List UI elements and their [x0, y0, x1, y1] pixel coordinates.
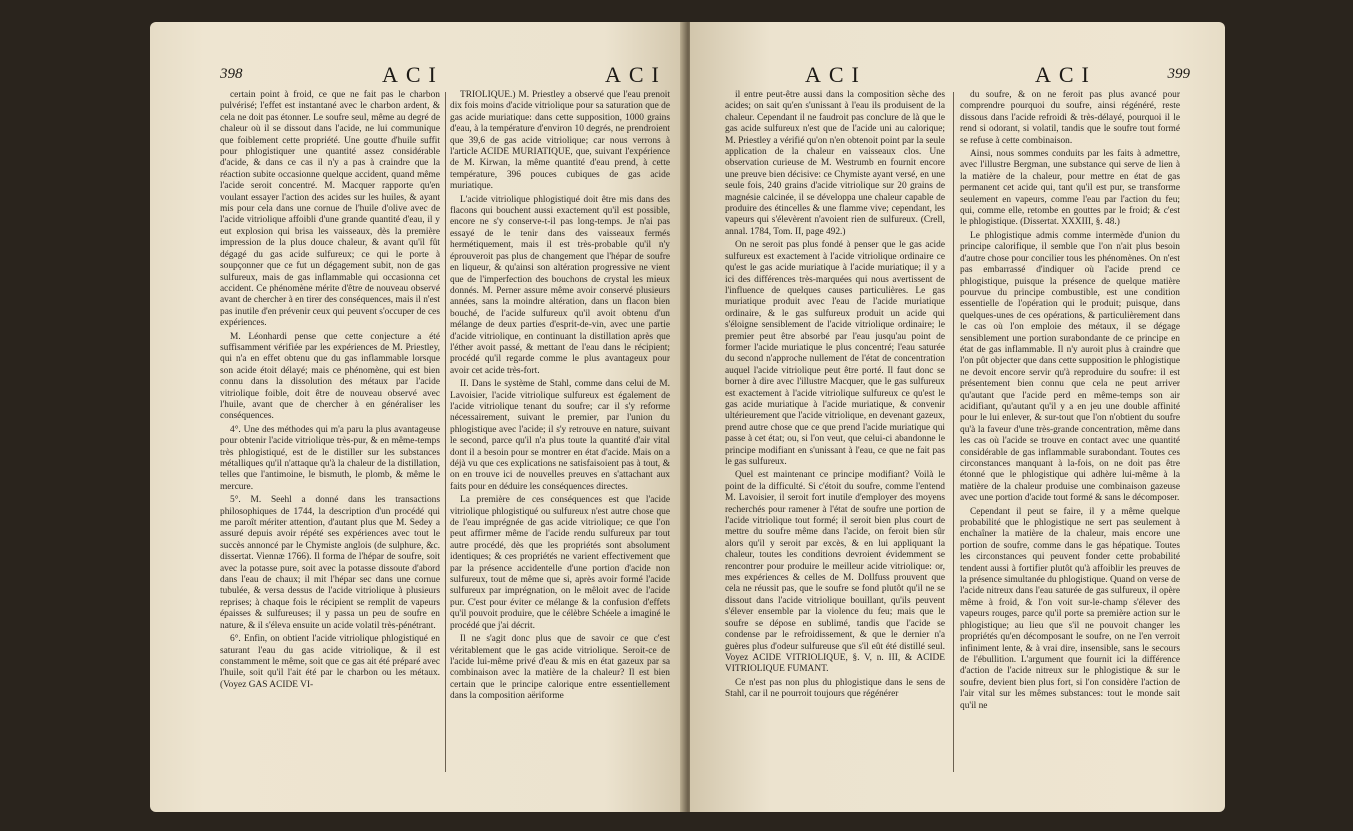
paragraph: L'acide vitriolique phlogistiqué doit être mis dans des flacons qui bouchent aussi exactement qu'il est possible, encore ne s'y conserve-t-il pas long-temps. Je n'ai pas essayé de le tenir dans des vaisseaux fermés hermétiquement, mais il est très-probable qu'il n'y éprouveroit pas plus de changement que l'hépar de soufre en liqueur, & qu'ainsi son altération progressive ne vient que de l'imperfection des bouchons de crystal les mieux donnés. M. Perner assure même avoir conservé plusieurs années, sans la moindre altération, dans un flacon bien bouché, de l'acide sulfureux qu'il avoit obtenu d'un mélange de deux parties d'esprit-de-vin, avec une partie d'acide vitriolique, en continuant la distillation après que l'éther avoit passé, & mettant de l'eau dans le récipient; procédé qu'il regarde comme le plus avantageux pour avoir cet acide très-fort.	[450, 194, 670, 376]
text-column-right-2	[960, 90, 1180, 780]
right-page	[690, 22, 1225, 812]
paragraph: Il ne s'agit donc plus que de savoir ce que c'est véritablement que le gas acide vitriolique. Seroit-ce de l'acide lui-même privé d'eau & mis en état gazeux par sa combinaison avec la matière de la chaleur? Il est bien certain que le principe calorique entre essentiellement dans la composition aëriforme	[450, 634, 670, 702]
running-head-right	[690, 62, 1225, 92]
column-rule	[953, 92, 954, 772]
headword-second: ACI	[1035, 62, 1097, 87]
paragraph: Cependant il peut se faire, il y a même quelque probabilité que le phlogistique ne sert pas seulement à enchaîner la matière de la chaleur, mais encore une portion de soufre, comme dans le gas hépatique. Toutes les circonstances qui peuvent fonder cette probabilité tendent aussi à fortifier plutôt qu'à affoiblir les preuves de la présence simultanée du phlogistique. Quand on verse de l'acide nitreux dans l'eau saturée de gas sulfureux, il opère même à froid, & l'on voit sur-le-champ s'élever des vapeurs rouges, parce qu'il porte sa première action sur le phlogistique; au lieu que s'il ne pouvoit changer les propriétés qu'en décomposant le soufre, on ne l'en verroit infiniment lente, & à vrai dire, insensible, sans le secours de l'ébullition. L'argument que fournit ici la différence d'action de l'acide nitreux sur le phlogistique & sur le soufre, devient bien plus fort, si l'on considère l'action de l'air vital sur les mêmes substances: tout le monde sait qu'il ne	[960, 506, 1180, 711]
paragraph: il entre peut-être aussi dans la composition sèche des acides; on sait qu'en s'unissant à l'eau ils produisent de la chaleur. Cependant il ne faudroit pas conclure de là que le gas acide sulfureux n'est que de l'acide uni au calorique; M. Priestley a vérifié qu'on n'en obtenoit point par la seule application de la chaleur en vaisseaux clos. Une observation curieuse de M. Westrumb en fournit encore une preuve bien décisive: ce Chymiste ayant versé, en une seule fois, 240 grains d'acide vitriolique sur 20 grains de magnésie calcinée, il se développa une chaleur capable de produire des étincelles & une flamme vive; cependant, les vapeurs qui s'élevèrent n'avoient rien de sulfureux. (Crell, annal. 1784, Tom. II, page 492.)	[725, 90, 945, 237]
paragraph: Ainsi, nous sommes conduits par les faits à admettre, avec l'illustre Bergman, une substance qui serve de lien à la matière de la chaleur, pour mettre en état de gas permanent cet acide qui, tant qu'il est pur, se transforme seulement en vapeurs, comme l'eau par l'action du feu; qui, comme elle, retombe en gouttes par le froid; & c'est le phlogistique. (Dissertat. XXXIII, §. 48.)	[960, 149, 1180, 228]
paragraph: Quel est maintenant ce principe modifiant? Voilà le point de la difficulté. Si c'étoit du soufre, comme l'entend M. Lavoisier, il seroit fort inutile d'employer des moyens recherchés pour ramener à l'état de soufre une portion de l'acide vitriolique tout formé; il seroit bien plus court de mettre du soufre même dans l'acide, on feroit bien sûr alors qu'il y seroit par excès, & en lui appliquant la chaleur, toutes les conditions devroient évidemment se rencontrer pour produire le meilleur acide vitriolique: or, mes expériences & celles de M. Dollfuss prouvent que cela ne réussit pas, que le soufre se fond plutôt qu'il ne se dissout dans l'acide vitriolique bouillant, qu'ils peuvent s'élever ensemble par la violence du feu; mais que le soufre se dépose en sublimé, tandis que l'acide se condense par le refroidissement, & que le dernier n'a guères plus d'odeur sulfureuse que s'il eût été distillé seul. Voyez ACIDE VITRIOLIQUE, §. V, n. III, & ACIDE VITRIOLIQUE FUMANT.	[725, 470, 945, 675]
paragraph: La première de ces conséquences est que l'acide vitriolique phlogistiqué ou sulfureux n'est autre chose que de l'eau imprégnée de gas acide vitriolique; ce que l'on peut affirmer même de l'acide rendu sulfureux par tout autre procédé, dès que les propriétés sont absolument identiques; & ces propriétés ne varient effectivement que par la présence accidentelle d'une portion d'acide non sulfureux, tout de même que si, après avoir formé l'acide sulfureux par imprégnation, on le mêloit avec de l'acide pur. C'est pour éviter ce mélange & la confusion d'effets qu'il pouvoit produire, que le célèbre Schéele a imaginé le procédé que j'ai décrit.	[450, 495, 670, 631]
headword-second: ACI	[605, 62, 667, 87]
paragraph: 5°. M. Seehl a donné dans les transactions philosophiques de 1744, la description d'un procédé qui me paroît mériter attention, d'autant plus que M. Sedey a assuré depuis avoir répété ses expériences avec tout le succès annoncé par le Chymiste anglois (de sulphure, &c. dissertat. Viennæ 1766). Il forma de l'hépar de soufre, soit avec la potasse pure, soit avec la potasse dissoute d'abord dans l'eau de chaux; il mit l'hépar sec dans une cornue tubulée, & versa dessus de l'acide vitriolique à plusieurs reprises; à chaque fois le récipient se remplit de vapeurs épaisses & sulfureuses; il y passa un peu de soufre en nature, & il s'éleva ensuite un acide volatil très-pénétrant.	[220, 495, 440, 631]
paragraph: On ne seroit pas plus fondé à penser que le gas acide sulfureux est exactement à l'acide vitriolique ordinaire ce qu'est le gas acide muriatique à l'acide muriatique; il y a ici des différences très-marquées qui nous avertissent de l'influence de quelques causes particulières. Le gas muriatique produit avec l'eau de l'acide muriatique ordinaire, & le gas sulfureux produit un acide qui s'éloigne sensiblement de l'acide vitriolique ordinaire; le premier peut être absorbé par l'eau jusqu'au point de former l'acide muriatique le plus concentré; l'eau saturée du second n'approche nullement de l'état de concentration auquel l'acide vitriolique peut être porté. Il faut donc se borner à dire avec l'illustre Macquer, que le gas sulfureux est exactement à l'acide vitriolique sulfureux ce qu'est le gas acide muriatique à l'acide muriatique, & convenir ultérieurement que l'acide vitriolique, en devenant gazeux, prend autre chose que ce que prend l'acide muriatique qui passe à cet état; ou, si l'on veut, que celui-ci abandonne le principe modifiant en s'unissant à l'eau, ce que ne fait pas le gas sulfureux.	[725, 240, 945, 467]
paragraph: du soufre, & on ne feroit pas plus avancé pour comprendre pourquoi du soufre, ainsi régénéré, reste dissous dans l'acide refroidi & très-délayé, pourquoi il le rend si odorant, si volatil, tandis que le soufre tout formé se refuse à cette combinaison.	[960, 90, 1180, 146]
paragraph: Ce n'est pas non plus du phlogistique dans le sens de Stahl, car il ne pourroit toujours que régénérer	[725, 677, 945, 700]
headword: ACI	[805, 62, 867, 87]
book-spread	[150, 22, 1225, 812]
column-rule	[445, 92, 446, 772]
paragraph: certain point à froid, ce que ne fait pas le charbon pulvérisé; l'effet est instantané avec le charbon ardent, & cela ne doit pas étonner. Le soufre seul, même au degré de chaleur où il se dissout dans l'acide, ne lui communique que foiblement cette propriété. Une goutte d'huile suffit pour phlogistiquer une quantité assez considérable d'acide, & dans ce cas il n'y a pas à craindre que la réaction subite occasionne quelque accident, quand même l'acide seroit concentré. M. Macquer rapporte qu'en voulant essayer l'action des acides sur les huiles, & ayant mis pour cela dans une cornue de l'huile d'olive avec de l'acide vitriolique affoibli d'une grande quantité d'eau, il y eut explosion qui brisa les vaisseaux, dès la première impression de la plus douce chaleur, & avant qu'il fût dégagé du gas acide sulfureux; ce qui le porte à soupçonner que ce fut un dégagement subit, non de gas sulfureux, mais de gas inflammable qui occasionna cet accident. Ce phénomène mérite d'être de nouveau observé avant de chercher à en tirer des conséquences, mais il n'est pas inutile d'en prévenir ceux qui peuvent s'occuper de ces expériences.	[220, 90, 440, 329]
page-number: 398	[220, 66, 243, 82]
paragraph: 6°. Enfin, on obtient l'acide vitriolique phlogistiqué en saturant l'eau du gas acide vitriolique, & il est constamment le même, soit que ce gas ait été préparé avec l'huile, soit qu'il l'ait été par le charbon ou les métaux. (Voyez GAS ACIDE VI-	[220, 634, 440, 690]
text-column-left-2	[450, 90, 670, 780]
paragraph: 4°. Une des méthodes qui m'a paru la plus avantageuse pour obtenir l'acide vitriolique très-pur, & en même-temps très phlogistiqué, est de le distiller sur les substances métalliques qu'il n'attaque qu'à la chaleur de la distillation, telles que l'antimoine, le bismuth, le plomb, & même le mercure.	[220, 424, 440, 492]
paragraph: TRIOLIQUE.) M. Priestley a observé que l'eau prenoit dix fois moins d'acide vitriolique pour sa saturation que de gas acide muriatique: dans cette supposition, 1000 grains d'eau, à la température d'environ 10 degrés, ne prendroient que 39,6 de gas acide vitriolique; car nous verrons à l'article ACIDE MURIATIQUE, que, suivant l'expérience de M. Kirwan, la même quantité d'eau prend, à cette température, 396 pouces cubiques de gas acide muriatique.	[450, 90, 670, 192]
paragraph: M. Léonhardi pense que cette conjecture a été suffisamment vérifiée par les expériences de M. Priestley, qui n'a en effet obtenu que du gas inflammable lorsque son acide étoit délayé; mais ce phénomène, qui est bien connu dans la dissolution des métaux par l'acide vitriolique foible, doit être de nouveau observé avec l'huile, avant que de chercher à en généraliser les conséquences.	[220, 331, 440, 422]
left-page	[150, 22, 685, 812]
paragraph: Le phlogistique admis comme intermède d'union du principe calorifique, il semble que l'on n'ait plus besoin d'autre chose pour concilier tous les phénomènes. On n'est pas embarrassé d'indiquer où l'acide prend ce phlogistique, puisque la présence de quelque matière pourvue du principe combustible, est une condition essentielle de l'opération qui le produit; puisque, dans quelques-unes de ces opérations, & particulièrement dans le cas où l'on emploie des métaux, il se dégage sensiblement une portion surabondante de ce principe en état de gas inflammable. Il n'y auroit plus à craindre que l'on pût objecter que dans cette supposition le phlogistique ne devoit encore servir qu'à reproduire du soufre: il est présentement bien connu que cela ne peut arriver qu'autant que l'acide perd en même-temps son air acidifiant, qu'autant qu'il y a en jeu une double affinité pour le lui enlever, & sur-tout que l'on n'obtient du soufre qu'à la faveur d'une très-grande concentration, même dans les cas où l'acide se trouve en contact avec une quantité considérable de gas inflammable surabondant. Toutes ces circonstances manquant à la-fois, on ne doit pas être étonné que le phlogistique qui adhère lui-même à la matière de la chaleur produise une combinaison gazeuse avec une portion d'acide tout formé & sans le décomposer.	[960, 230, 1180, 504]
running-head-left	[150, 62, 685, 92]
text-column-left-1	[220, 90, 440, 780]
text-column-right-1	[725, 90, 945, 780]
page-number: 399	[1167, 66, 1190, 82]
headword: ACI	[382, 62, 444, 87]
paragraph: II. Dans le système de Stahl, comme dans celui de M. Lavoisier, l'acide vitriolique sulfureux est également de l'acide vitriolique tenant du soufre; car il s'y reforme nécessairement, suivant le premier, par l'union du phlogistique avec l'acide; il s'y retrouve en nature, suivant le second, parce qu'il n'a plus toute la quantité d'air vital dont il a besoin pour se montrer en état d'acide. Mais on a déjà vu que ces explications ne satisfaisoient pas à tout, & on en trouve ici de nouvelles preuves en s'attachant aux faits pour en déduire les conséquences directes.	[450, 379, 670, 492]
